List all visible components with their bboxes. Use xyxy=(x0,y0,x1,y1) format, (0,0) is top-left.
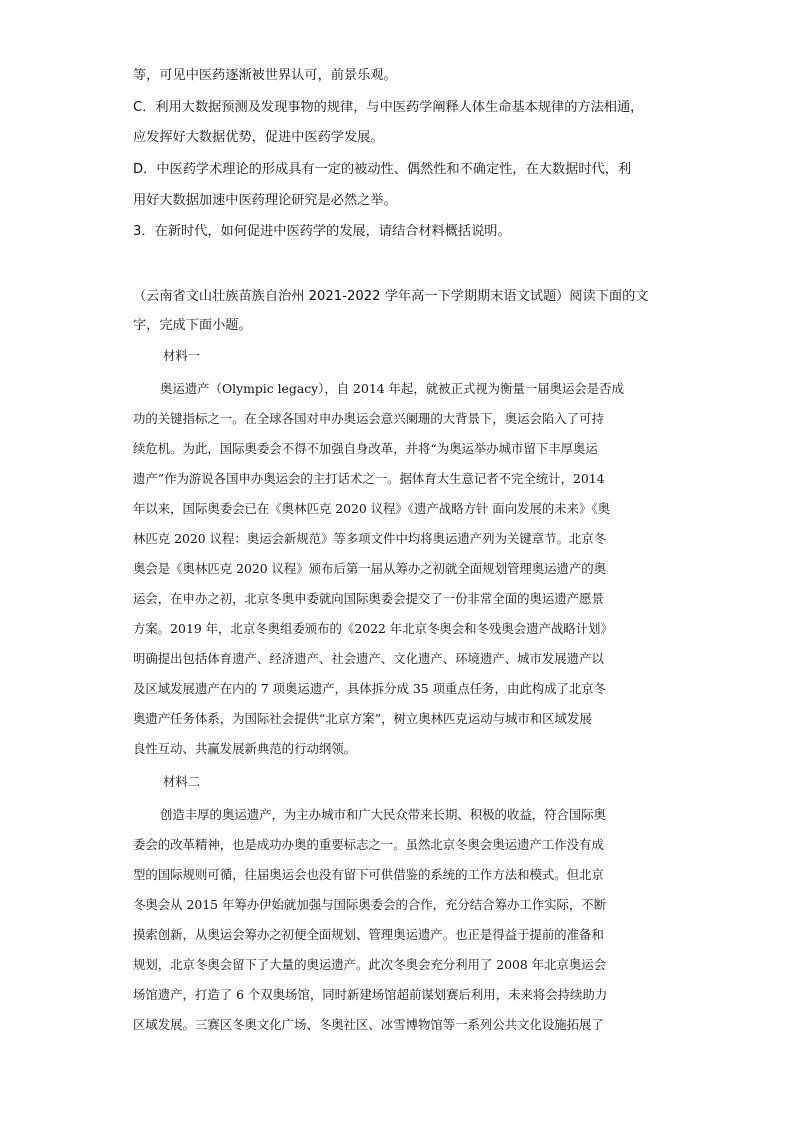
material-1-line: 良性互动、共赢发展新典范的行动纲领。 xyxy=(133,741,357,756)
material-1-line: 年以来，国际奥委会已在《奥林匹克 2020 议程》《遗产战略方针 面向发展的未来》《奥 xyxy=(133,501,611,516)
text-line: 等，可见中医药逐渐被世界认可，前景乐观。 xyxy=(133,68,397,83)
material-2-line: 区域发展。三赛区冬奥文化广场、冬奥社区、冰雪博物馆等一系列公共文化设施拓展了 xyxy=(133,1017,604,1032)
question-3: 3．在新时代，如何促进中医药学的发展，请结合材料概括说明。 xyxy=(133,224,511,239)
option-d-line-1: D．中医药学术理论的形成具有一定的被动性、偶然性和不确定性，在大数据时代，利 xyxy=(133,162,632,177)
material-1-line: 奥遗产任务体系，为国际社会提供“北京方案”，树立奥林匹克运动与城市和区域发展 xyxy=(133,711,592,726)
material-2-label: 材料二 xyxy=(163,774,201,789)
material-1-line: 续危机。为此，国际奥委会不得不加强自身改革，并将“为奥运举办城市留下丰厚奥运 xyxy=(133,441,598,456)
material-1-line: 奥会是《奥林匹克 2020 议程》颁布后第一届从筹办之初就全面规划管理奥运遗产的奥 xyxy=(133,561,607,576)
material-1-line: 遗产”作为游说各国申办奥运会的主打话术之一。据体育大生意记者不完全统计，2014 xyxy=(133,471,605,486)
material-2-line: 型的国际规则可循，往届奥运会也没有留下可供借鉴的系统的工作方法和模式。但北京 xyxy=(133,867,604,882)
material-2-line: 冬奥会从 2015 年筹办伊始就加强与国际奥委会的合作，充分结合筹办工作实际，不断 xyxy=(133,897,607,912)
material-1-line: 方案。2019 年，北京冬奥组委颁布的《2022 年北京冬奥会和冬残奥会遗产战略计划》 xyxy=(133,621,613,636)
section-intro-line-2: 字，完成下面小题。 xyxy=(133,318,252,333)
material-1-line: 及区域发展遗产在内的 7 项奥运遗产，具体拆分成 35 项重点任务，由此构成了北京冬 xyxy=(133,681,607,696)
material-2-line: 规划，北京冬奥会留下了大量的奥运遗产。此次冬奥会充分利用了 2008 年北京奥运会 xyxy=(133,957,607,972)
material-2-line: 委会的改革精神，也是成功办奥的重要标志之一。虽然北京冬奥会奥运遗产工作没有成 xyxy=(133,837,604,852)
material-1-label: 材料一 xyxy=(163,348,201,363)
option-c-line-2: 应发挥好大数据优势，促进中医药学发展。 xyxy=(133,130,384,145)
material-1-line: 林匹克 2020 议程：奥运会新规范》等多项文件中均将奥运遗产列为关键章节。北京冬 xyxy=(133,531,607,546)
material-2-line: 场馆遗产，打造了 6 个双奥场馆，同时新建场馆超前谋划赛后利用，未来将会持续助力 xyxy=(133,987,608,1002)
material-1-line: 奥运遗产（Olympic legacy），自 2014 年起，就被正式视为衡量一届奥运会是否成 xyxy=(160,381,624,396)
section-intro-line-1: （云南省文山壮族苗族自治州 2021-2022 学年高一下学期期末语文试题）阅读下面的文 xyxy=(133,289,649,304)
material-1-line: 明确提出包括体育遗产、经济遗产、社会遗产、文化遗产、环境遗产、城市发展遗产以 xyxy=(133,651,604,666)
material-1-line: 功的关键指标之一。在全球各国对申办奥运会意兴阑珊的大背景下，奥运会陷入了可持 xyxy=(133,411,604,426)
material-2-line: 摸索创新，从奥运会筹办之初便全面规划、管理奥运遗产。也正是得益于提前的准备和 xyxy=(133,927,604,942)
material-1-line: 运会，在申办之初，北京冬奥申委就向国际奥委会提交了一份非常全面的奥运遗产愿景 xyxy=(133,591,604,606)
material-2-line: 创造丰厚的奥运遗产，为主办城市和广大民众带来长期、积极的收益，符合国际奥 xyxy=(160,807,607,822)
option-c-line-1: C．利用大数据预测及发现事物的规律，与中医药学阐释人体生命基本规律的方法相通， xyxy=(133,100,644,115)
option-d-line-2: 用好大数据加速中医药理论研究是必然之举。 xyxy=(133,193,397,208)
